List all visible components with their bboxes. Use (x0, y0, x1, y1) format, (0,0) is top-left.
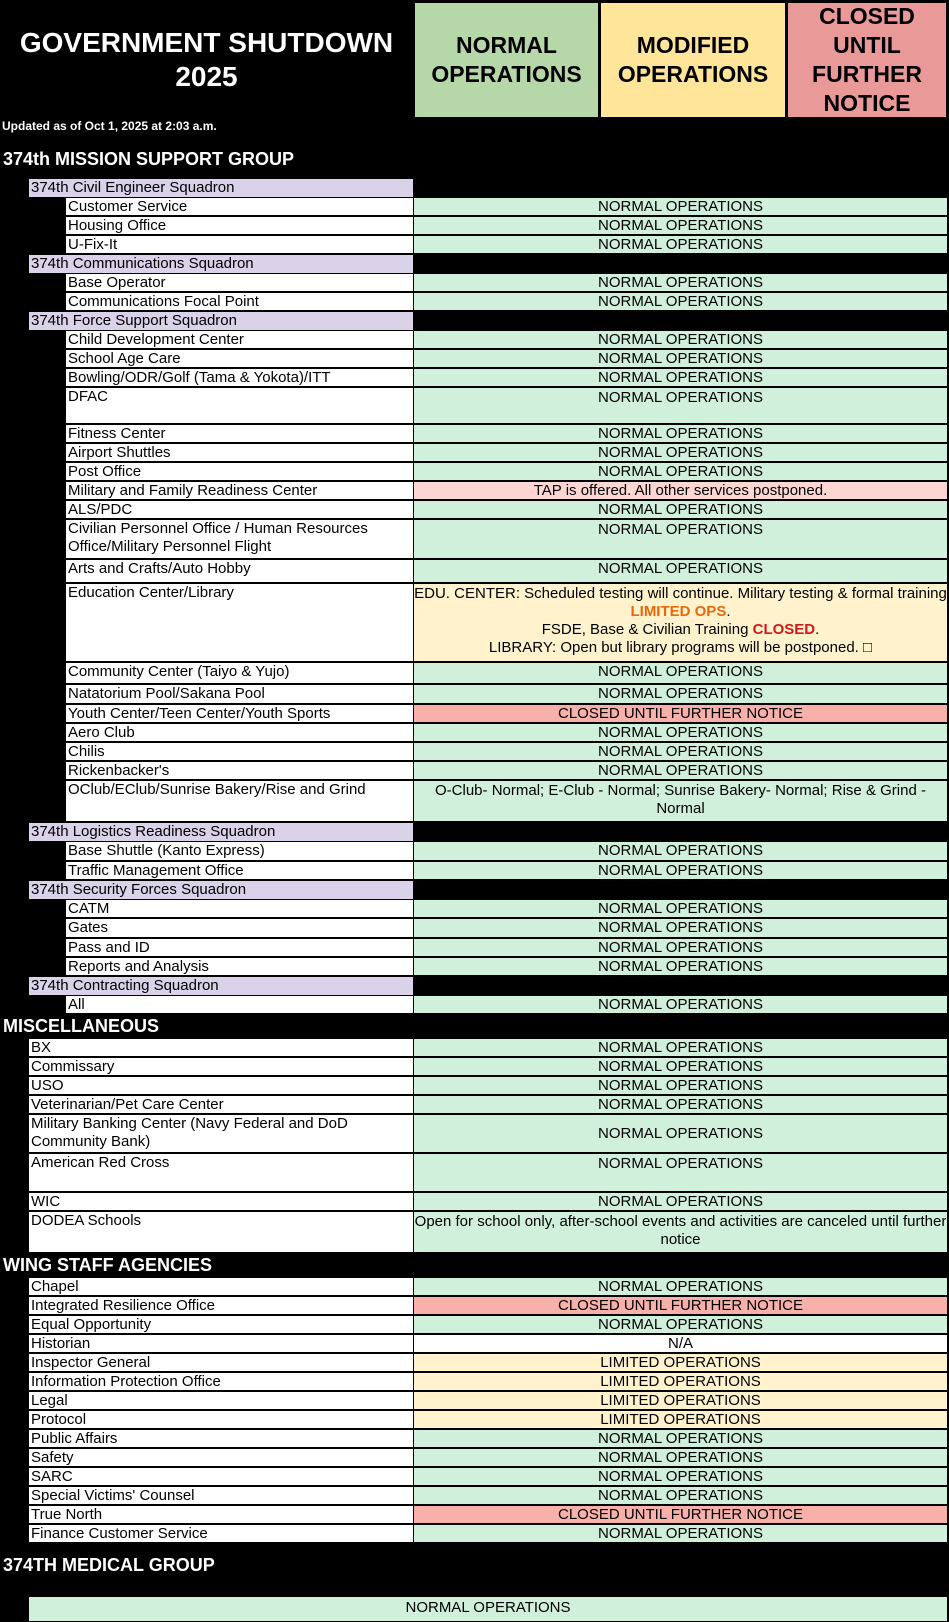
table-row (0, 1315, 949, 1334)
facility-label: All (66, 996, 413, 1014)
limited-ops-text: LIMITED OPS (630, 603, 727, 620)
facility-label: American Red Cross (29, 1154, 413, 1192)
status-cell: NORMAL OPERATIONS (414, 369, 947, 387)
status-cell: NORMAL OPERATIONS (414, 293, 947, 311)
status-cell: NORMAL OPERATIONS (414, 463, 947, 481)
table-row (0, 662, 949, 684)
facility-label: Historian (29, 1335, 413, 1353)
status-cell: NORMAL OPERATIONS (414, 331, 947, 349)
status-cell: NORMAL OPERATIONS (414, 1430, 947, 1448)
facility-label: Civilian Personnel Office / Human Resources Office/Military Personnel Flight (66, 520, 413, 559)
squadron-label: 374th Contracting Squadron (29, 977, 413, 995)
facility-label: Chapel (29, 1278, 413, 1296)
status-cell: LIMITED OPERATIONS (414, 1411, 947, 1429)
facility-label: Pass and ID (66, 939, 413, 957)
facility-label: Base Shuttle (Kanto Express) (66, 842, 413, 861)
status-cell: NORMAL OPERATIONS (414, 1077, 947, 1095)
status-cell: NORMAL OPERATIONS (414, 743, 947, 761)
table-row (0, 1095, 949, 1114)
facility-label: Public Affairs (29, 1430, 413, 1448)
legend-modified-operations: MODIFIED OPERATIONS (600, 2, 786, 118)
status-text: EDU. CENTER: Scheduled testing will continue. Military testing & formal training (414, 585, 947, 602)
table-row (0, 292, 949, 311)
facility-label: Rickenbacker's (66, 762, 413, 780)
status-cell: NORMAL OPERATIONS (414, 1487, 947, 1505)
status-cell: NORMAL OPERATIONS (414, 217, 947, 235)
table-row (0, 1076, 949, 1095)
facility-label: Military Banking Center (Navy Federal and DoD Community Bank) (29, 1115, 413, 1153)
facility-label: DFAC (66, 388, 413, 424)
table-row (0, 443, 949, 462)
status-cell: NORMAL OPERATIONS (414, 1449, 947, 1467)
status-cell: NORMAL OPERATIONS (414, 274, 947, 292)
status-cell: TAP is offered. All other services postponed. (414, 482, 947, 500)
status-cell: NORMAL OPERATIONS (414, 939, 947, 957)
facility-label: Inspector General (29, 1354, 413, 1372)
facility-label: Legal (29, 1392, 413, 1410)
table-row (0, 1410, 949, 1429)
table-row (0, 1429, 949, 1448)
table-row (0, 368, 949, 387)
status-cell: NORMAL OPERATIONS (414, 1525, 947, 1543)
status-cell (414, 584, 947, 662)
status-cell: NORMAL OPERATIONS (414, 958, 947, 976)
facility-label: Housing Office (66, 217, 413, 235)
facility-label: USO (29, 1077, 413, 1095)
table-row (0, 1448, 949, 1467)
facility-label: DODEA Schools (29, 1212, 413, 1253)
facility-label: Chilis (66, 743, 413, 761)
facility-label: Child Development Center (66, 331, 413, 349)
table-row (0, 918, 949, 938)
status-cell: CLOSED UNTIL FURTHER NOTICE (414, 1297, 947, 1315)
status-cell: CLOSED UNTIL FURTHER NOTICE (414, 705, 947, 723)
facility-label: Airport Shuttles (66, 444, 413, 462)
page-title: GOVERNMENT SHUTDOWN 2025 (19, 27, 394, 92)
status-cell: NORMAL OPERATIONS (414, 236, 947, 254)
status-cell: NORMAL OPERATIONS (414, 425, 947, 443)
table-row (0, 1296, 949, 1315)
facility-label: U-Fix-It (66, 236, 413, 254)
table-row (0, 197, 949, 216)
facility-label: Information Protection Office (29, 1373, 413, 1391)
facility-label: BX (29, 1039, 413, 1057)
facility-label: WIC (29, 1193, 413, 1211)
facility-label: Equal Opportunity (29, 1316, 413, 1334)
table-row (0, 330, 949, 349)
table-row (0, 1211, 949, 1253)
facility-label: School Age Care (66, 350, 413, 368)
status-cell: NORMAL OPERATIONS (414, 996, 947, 1014)
facility-label: Special Victims' Counsel (29, 1487, 413, 1505)
facility-label: Youth Center/Teen Center/Youth Sports (66, 705, 413, 723)
status-cell: NORMAL OPERATIONS (414, 762, 947, 780)
status-cell: NORMAL OPERATIONS (414, 1096, 947, 1114)
section-heading: 374TH MEDICAL GROUP (3, 1554, 215, 1575)
facility-label: Commissary (29, 1058, 413, 1076)
status-cell: NORMAL OPERATIONS (414, 919, 947, 938)
facility-label: Fitness Center (66, 425, 413, 443)
status-cell: NORMAL OPERATIONS (414, 1115, 947, 1153)
status-cell: NORMAL OPERATIONS (414, 1039, 947, 1057)
status-cell: NORMAL OPERATIONS (414, 900, 947, 918)
facility-label: CATM (66, 900, 413, 918)
facility-label: Communications Focal Point (66, 293, 413, 311)
table-row (0, 957, 949, 976)
status-cell: NORMAL OPERATIONS (414, 1058, 947, 1076)
status-cell: LIMITED OPERATIONS (414, 1373, 947, 1391)
squadron-row (0, 178, 949, 197)
medical-group-status: NORMAL OPERATIONS (29, 1597, 947, 1621)
table-row (0, 583, 949, 662)
facility-label: Education Center/Library (66, 584, 413, 662)
table-row (0, 387, 949, 424)
status-cell: NORMAL OPERATIONS (414, 685, 947, 704)
table-row (0, 559, 949, 583)
table-row (0, 481, 949, 500)
facility-label: Bowling/ODR/Golf (Tama & Yokota)/ITT (66, 369, 413, 387)
table-row (0, 1372, 949, 1391)
status-cell: NORMAL OPERATIONS (414, 1154, 947, 1192)
status-cell: CLOSED UNTIL FURTHER NOTICE (414, 1506, 947, 1524)
squadron-row (0, 976, 949, 995)
table-row (0, 841, 949, 861)
table-row (0, 1505, 949, 1524)
status-cell: NORMAL OPERATIONS (414, 1278, 947, 1296)
table-row (0, 995, 949, 1014)
table-row (0, 1153, 949, 1192)
status-text: . (726, 603, 731, 620)
facility-label: Traffic Management Office (66, 862, 413, 880)
table-row (0, 861, 949, 880)
table-row (0, 424, 949, 443)
facility-label: Arts and Crafts/Auto Hobby (66, 560, 413, 583)
table-row (0, 462, 949, 481)
squadron-row (0, 880, 949, 899)
facility-label: Reports and Analysis (66, 958, 413, 976)
facility-label: OClub/EClub/Sunrise Bakery/Rise and Grind (66, 781, 413, 822)
facility-label: Natatorium Pool/Sakana Pool (66, 685, 413, 704)
table-row (0, 684, 949, 704)
status-cell: NORMAL OPERATIONS (414, 724, 947, 742)
status-cell: NORMAL OPERATIONS (414, 1193, 947, 1211)
facility-label: Aero Club (66, 724, 413, 742)
table-row (0, 235, 949, 254)
status-cell: LIMITED OPERATIONS (414, 1354, 947, 1372)
status-cell: NORMAL OPERATIONS (414, 663, 947, 684)
table-row (0, 723, 949, 742)
status-cell: NORMAL OPERATIONS (414, 1468, 947, 1486)
updated-timestamp: Updated as of Oct 1, 2025 at 2:03 a.m. (2, 119, 217, 133)
squadron-row (0, 311, 949, 330)
legend-normal-operations: NORMAL OPERATIONS (414, 2, 599, 118)
table-row (0, 704, 949, 723)
status-text: . (815, 621, 820, 638)
table-row (0, 273, 949, 292)
squadron-label: 374th Civil Engineer Squadron (29, 179, 413, 197)
table-row (0, 349, 949, 368)
status-cell: NORMAL OPERATIONS (414, 842, 947, 861)
status-cell: NORMAL OPERATIONS (414, 501, 947, 519)
section-heading: 374th MISSION SUPPORT GROUP (3, 148, 295, 169)
facility-label: SARC (29, 1468, 413, 1486)
facility-label: Safety (29, 1449, 413, 1467)
table-row (0, 500, 949, 519)
facility-label: Integrated Resilience Office (29, 1297, 413, 1315)
library-status-text: LIBRARY: Open but library programs will be postponed. □ (488, 639, 873, 656)
squadron-row (0, 254, 949, 273)
squadron-label: 374th Communications Squadron (29, 255, 413, 273)
status-cell: NORMAL OPERATIONS (414, 862, 947, 880)
status-cell: Open for school only, after-school events and activities are canceled until further notice (414, 1212, 947, 1253)
facility-label: Military and Family Readiness Center (66, 482, 413, 500)
table-row (0, 761, 949, 780)
table-row (0, 1524, 949, 1543)
status-table (0, 140, 949, 1587)
squadron-label: 374th Force Support Squadron (29, 312, 413, 330)
table-row (0, 216, 949, 235)
table-row (0, 1057, 949, 1076)
table-row (0, 519, 949, 559)
table-row (0, 899, 949, 918)
table-row (0, 1192, 949, 1211)
header (0, 0, 949, 120)
facility-label: Community Center (Taiyo & Yujo) (66, 663, 413, 684)
facility-label: ALS/PDC (66, 501, 413, 519)
status-cell: NORMAL OPERATIONS (414, 198, 947, 216)
squadron-row (0, 822, 949, 841)
status-cell: NORMAL OPERATIONS (414, 444, 947, 462)
table-row (0, 1038, 949, 1057)
status-cell: NORMAL OPERATIONS (414, 1316, 947, 1334)
table-row (0, 938, 949, 957)
closed-text: CLOSED (752, 621, 816, 638)
status-cell: NORMAL OPERATIONS (414, 350, 947, 368)
facility-label: Customer Service (66, 198, 413, 216)
table-row (0, 1467, 949, 1486)
table-row (0, 1114, 949, 1153)
table-row (0, 742, 949, 761)
status-cell: O-Club- Normal; E-Club - Normal; Sunrise Bakery- Normal; Rise & Grind - Normal (414, 781, 947, 822)
facility-label: Veterinarian/Pet Care Center (29, 1096, 413, 1114)
status-cell: NORMAL OPERATIONS (414, 520, 947, 559)
facility-label: Post Office (66, 463, 413, 481)
status-cell: NORMAL OPERATIONS (414, 560, 947, 583)
table-row (0, 1334, 949, 1353)
table-row (0, 1277, 949, 1296)
status-text: FSDE, Base & Civilian Training (541, 621, 753, 638)
section-heading: WING STAFF AGENCIES (3, 1254, 212, 1275)
status-cell: N/A (414, 1335, 947, 1353)
table-row (0, 780, 949, 822)
status-cell: NORMAL OPERATIONS (414, 388, 947, 424)
table-row (0, 1353, 949, 1372)
status-cell: LIMITED OPERATIONS (414, 1392, 947, 1410)
squadron-label: 374th Security Forces Squadron (29, 881, 413, 899)
legend-closed: CLOSED UNTIL FURTHER NOTICE (787, 2, 947, 118)
facility-label: Protocol (29, 1411, 413, 1429)
facility-label: Base Operator (66, 274, 413, 292)
facility-label: Gates (66, 919, 413, 938)
table-row (0, 1391, 949, 1410)
section-heading: MISCELLANEOUS (3, 1015, 160, 1036)
squadron-label: 374th Logistics Readiness Squadron (29, 823, 413, 841)
table-row (0, 1486, 949, 1505)
facility-label: True North (29, 1506, 413, 1524)
facility-label: Finance Customer Service (29, 1525, 413, 1543)
